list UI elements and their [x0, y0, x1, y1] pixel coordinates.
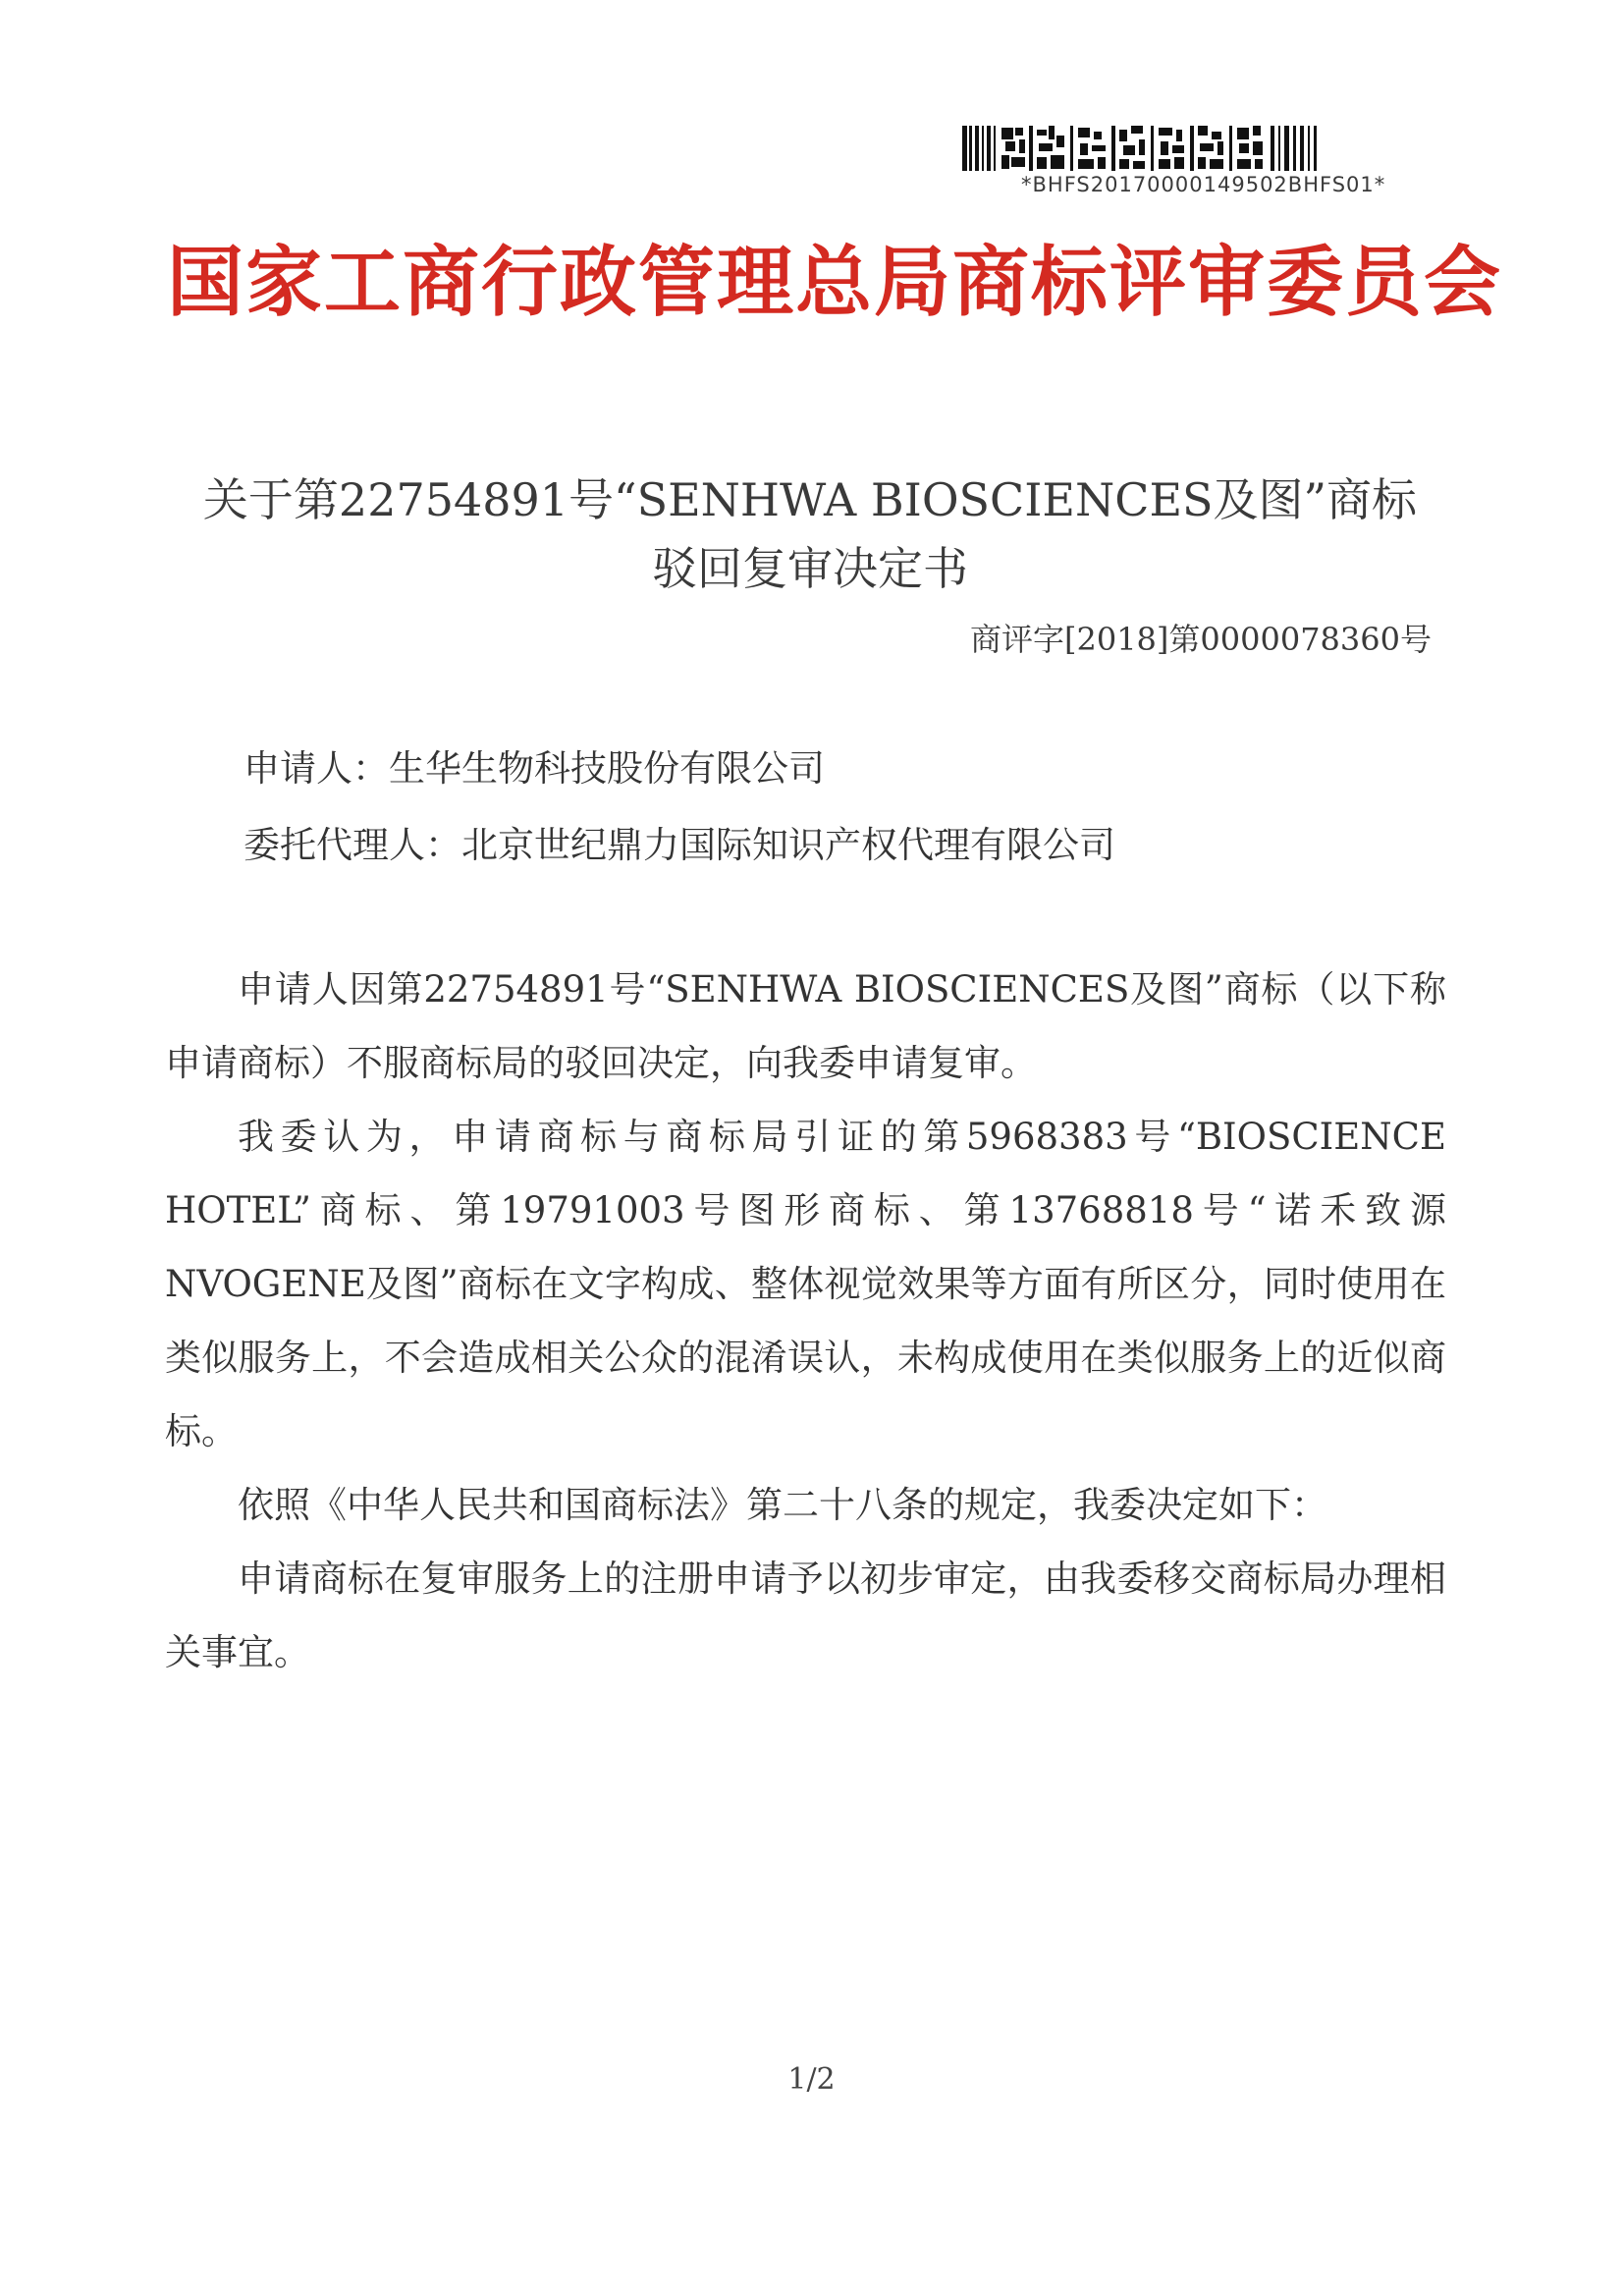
document-title-line1: 关于第22754891号“SENHWA BIOSCIENCES及图”商标 — [202, 473, 1418, 526]
paragraph-request: 申请人因第22754891号“SENHWA BIOSCIENCES及图”商标（以下称申请商标）不服商标局的驳回决定，向我委申请复审。 — [165, 968, 1446, 1084]
barcode-graphic — [962, 126, 1375, 171]
issuing-organization: 国家工商行政管理总局商标评审委员会 — [167, 239, 1503, 327]
authorized-agent: 委托代理人：北京世纪鼎力国际知识产权代理有限公司 — [243, 824, 1115, 866]
document-title-line2: 驳回复审决定书 — [652, 542, 968, 595]
applicant: 申请人：生华生物科技股份有限公司 — [243, 747, 825, 790]
decision-body — [165, 953, 1446, 1689]
paragraph-reasoning: 我委认为，申请商标与商标局引证的第5968383号“BIOSCIENCE HOTEL”商标、第19791003号图形商标、第13768818号“诺禾致源NVOGENE及图”商标在文字构成、整体视觉效果等方面有所区分，同时使用在类似服务上，不会造成相关公众的混淆误认，未构成使用在类似服务上的近似商标。 — [165, 1116, 1446, 1452]
paragraph-legal-basis: 依照《中华人民共和国商标法》第二十八条的规定，我委决定如下： — [238, 1484, 1327, 1526]
decision-number: 商评字[2018]第0000078360号 — [969, 621, 1432, 658]
paragraph-decision: 申请商标在复审服务上的注册申请予以初步审定，由我委移交商标局办理相关事宜。 — [165, 1558, 1446, 1673]
barcode-number: *BHFS20170000149502BHFS01* — [1021, 173, 1386, 196]
page-number: 1/2 — [787, 2062, 836, 2097]
